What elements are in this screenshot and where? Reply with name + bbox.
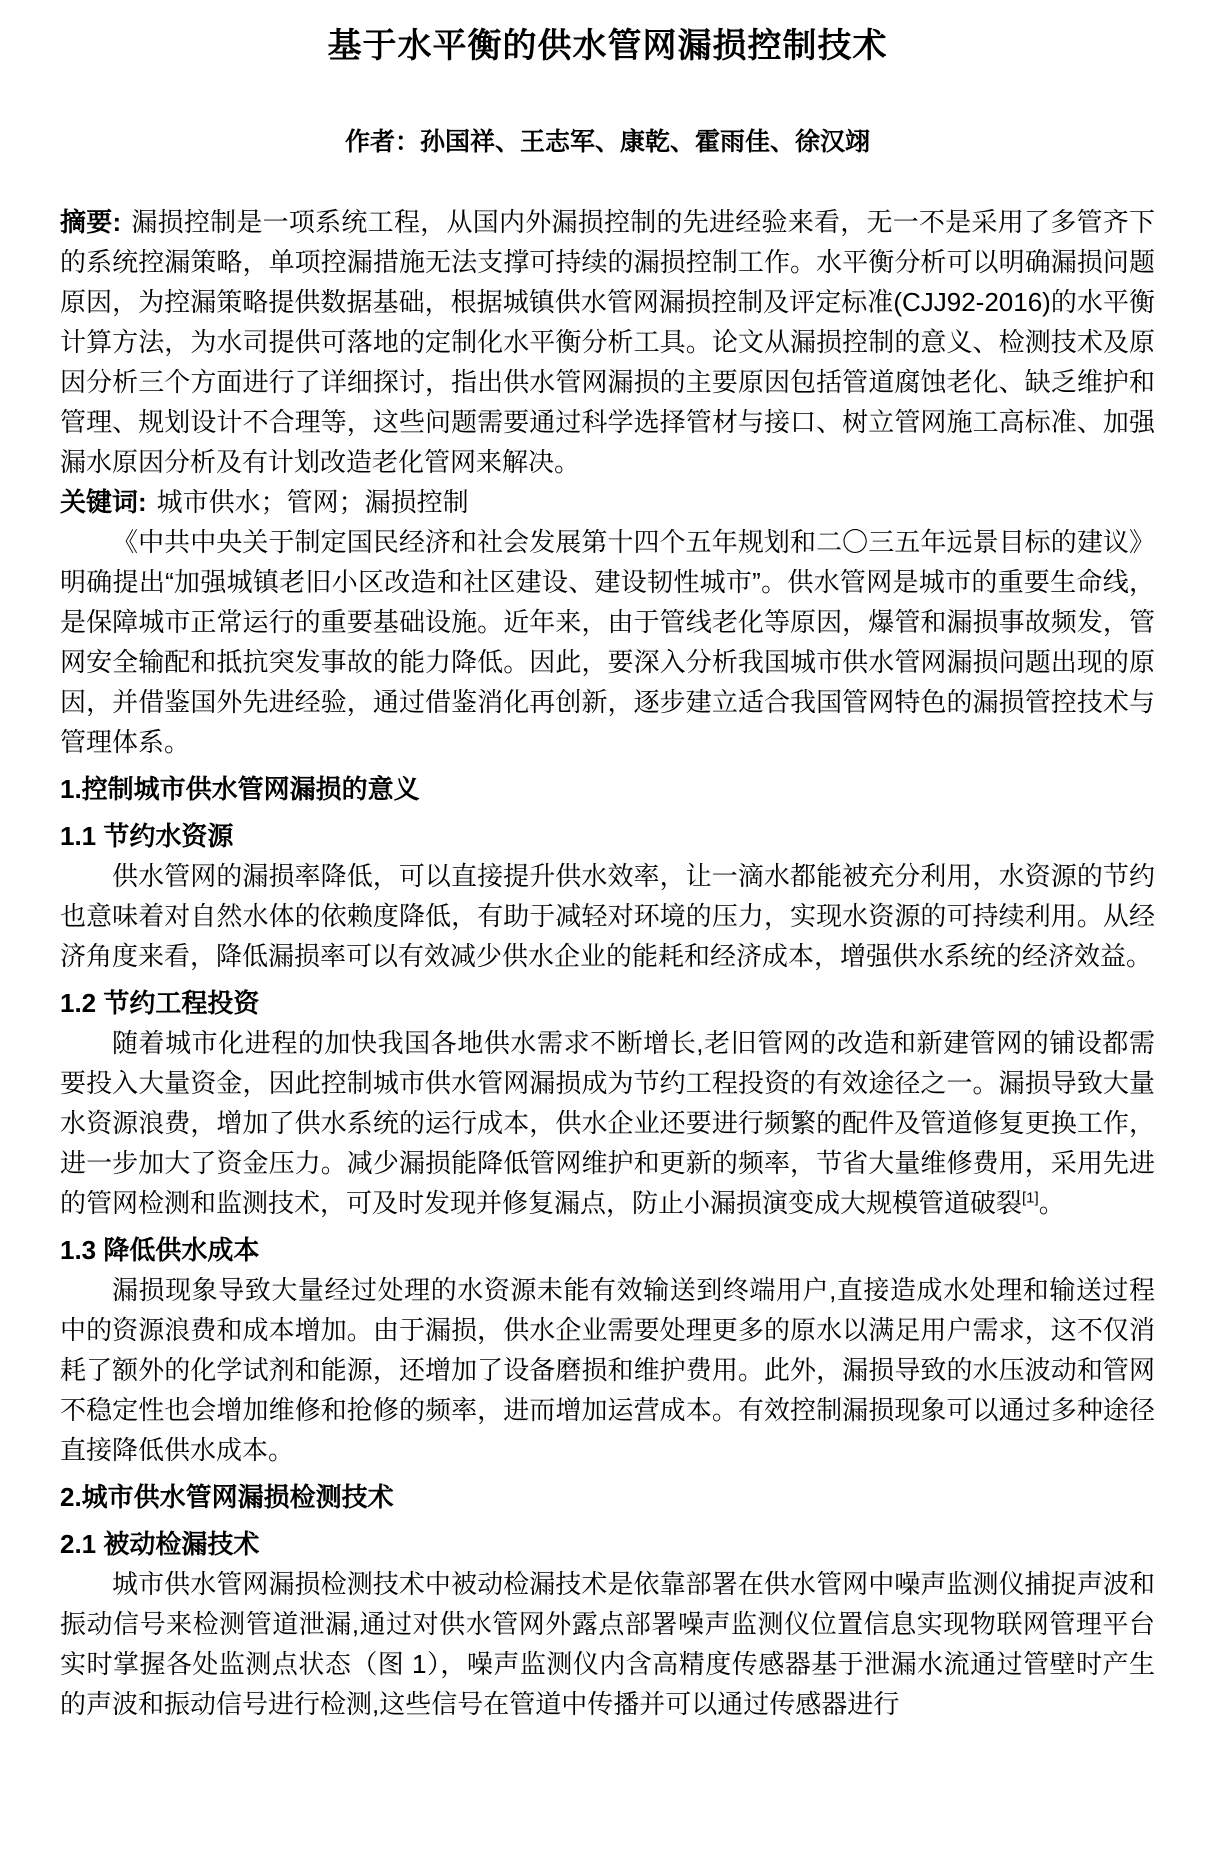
- section-paragraph-2-1: 城市供水管网漏损检测技术中被动检漏技术是依靠部署在供水管网中噪声监测仪捕捉声波和振动信号来检测管道泄漏,通过对供水管网外露点部署噪声监测仪位置信息实现物联网管理平台实时掌握各处监测点状态（图 1），噪声监测仪内含高精度传感器基于泄漏水流通过管壁时产生的声波和振动信号进行检测,这些信号在管道中传播并可以通过传感器进行: [60, 1569, 1155, 1719]
- authors-byline: 作者：孙国祥、王志军、康乾、霍雨佳、徐汉翊: [344, 128, 870, 156]
- document-body: [60, 202, 1155, 1724]
- page-title: 基于水平衡的供水管网漏损控制技术: [327, 27, 888, 65]
- keywords-line: [60, 482, 1155, 522]
- section-paragraph-1-1: 供水管网的漏损率降低，可以直接提升供水效率，让一滴水都能被充分利用，水资源的节约也意味着对自然水体的依赖度降低，有助于减轻对环境的压力，实现水资源的可持续利用。从经济角度来看，降低漏损率可以有效减少供水企业的能耗和经济成本，增强供水系统的经济效益。: [60, 861, 1155, 971]
- citation-ref-1: [1]: [1022, 1189, 1039, 1207]
- section-heading-1-1: 1.1 节约水资源: [60, 821, 234, 851]
- abstract-text: 漏损控制是一项系统工程，从国内外漏损控制的先进经验来看，无一不是采用了多管齐下的系统控漏策略，单项控漏措施无法支撑可持续的漏损控制工作。水平衡分析可以明确漏损问题原因，为控漏策略提供数据基础，根据城镇供水管网漏损控制及评定标准(CJJ92-2016)的水平衡计算方法，为水司提供可落地的定制化水平衡分析工具。论文从漏损控制的意义、检测技术及原因分析三个方面进行了详细探讨，指出供水管网漏损的主要原因包括管道腐蚀老化、缺乏维护和管理、规划设计不合理等，这些问题需要通过科学选择管材与接口、树立管网施工高标准、加强漏水原因分析及有计划改造老化管网来解决。: [60, 207, 1155, 477]
- abstract-paragraph: [60, 202, 1155, 482]
- section-heading-2-1: 2.1 被动检漏技术: [60, 1529, 260, 1559]
- keywords-text: 城市供水；管网；漏损控制: [156, 487, 469, 517]
- intro-paragraph: 《中共中央关于制定国民经济和社会发展第十四个五年规划和二〇三五年远景目标的建议》明确提出“加强城镇老旧小区改造和社区建设、建设韧性城市”。供水管网是城市的重要生命线，是保障城市正常运行的重要基础设施。近年来，由于管线老化等原因，爆管和漏损事故频发，管网安全输配和抵抗突发事故的能力降低。因此，要深入分析我国城市供水管网漏损问题出现的原因，并借鉴国外先进经验，通过借鉴消化再创新，逐步建立适合我国管网特色的漏损管控技术与管理体系。: [60, 527, 1155, 757]
- section-paragraph-1-3: 漏损现象导致大量经过处理的水资源未能有效输送到终端用户,直接造成水处理和输送过程中的资源浪费和成本增加。由于漏损，供水企业需要处理更多的原水以满足用户需求，这不仅消耗了额外的化学试剂和能源，还增加了设备磨损和维护费用。此外，漏损导致的水压波动和管网不稳定性也会增加维修和抢修的频率，进而增加运营成本。有效控制漏损现象可以通过多种途径直接降低供水成本。: [60, 1275, 1155, 1465]
- section-heading-1-2: 1.2 节约工程投资: [60, 988, 260, 1018]
- section-paragraph-1-2-tail: 。: [1038, 1188, 1065, 1218]
- section-paragraph-1-2-text: 随着城市化进程的加快我国各地供水需求不断增长,老旧管网的改造和新建管网的铺设都需要投入大量资金，因此控制城市供水管网漏损成为节约工程投资的有效途径之一。漏损导致大量水资源浪费，增加了供水系统的运行成本，供水企业还要进行频繁的配件及管道修复更换工作，进一步加大了资金压力。减少漏损能降低管网维护和更新的频率，节省大量维修费用，采用先进的管网检测和监测技术，可及时发现并修复漏点，防止小漏损演变成大规模管道破裂: [60, 1028, 1155, 1218]
- section-heading-1-3: 1.3 降低供水成本: [60, 1235, 260, 1265]
- section-heading-1: 1.控制城市供水管网漏损的意义: [60, 774, 420, 804]
- abstract-label: 摘要:: [60, 207, 122, 237]
- keywords-label: 关键词:: [60, 487, 147, 517]
- section-heading-2: 2.城市供水管网漏损检测技术: [60, 1482, 394, 1512]
- section-paragraph-1-2: [60, 1023, 1155, 1223]
